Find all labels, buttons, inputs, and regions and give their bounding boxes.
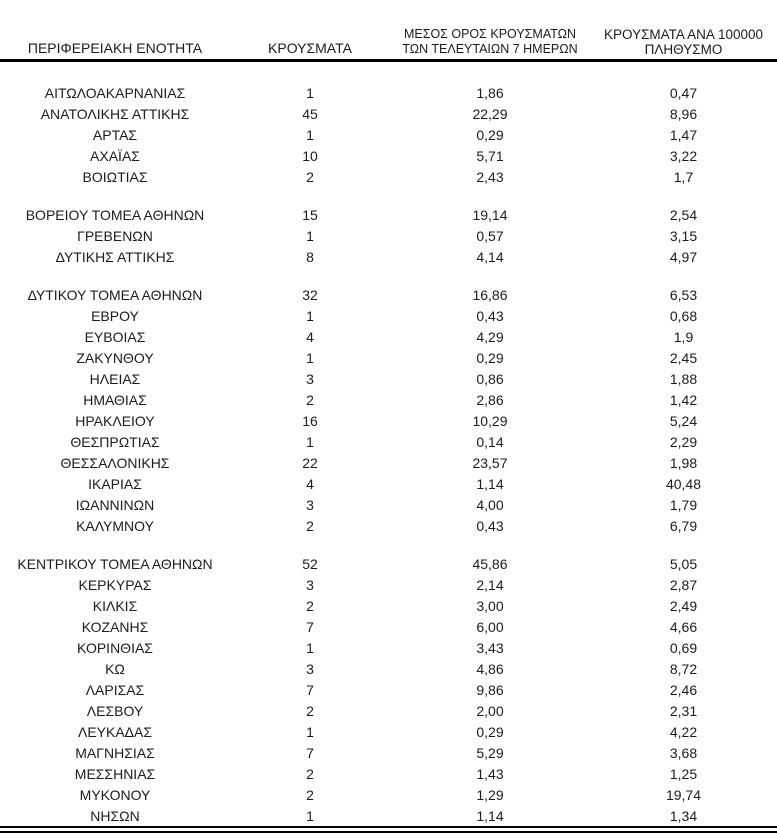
cell-cases: 1 (306, 639, 314, 656)
cell-region: ΔΥΤΙΚΗΣ ΑΤΤΙΚΗΣ (55, 248, 175, 265)
cell-cases: 1 (306, 433, 314, 450)
cell-region: ΜΑΓΝΗΣΙΑΣ (75, 744, 155, 761)
cell-per100k: 2,29 (669, 433, 698, 450)
cell-region: ΕΥΒΟΙΑΣ (84, 328, 146, 345)
cell-region: ΑΙΤΩΛΟΑΚΑΡΝΑΝΙΑΣ (44, 84, 186, 101)
cell-avg7: 45,86 (472, 555, 508, 572)
header-cases-column (230, 41, 390, 57)
table-row (0, 225, 777, 246)
cell-cases: 3 (306, 660, 314, 677)
table-body (0, 62, 777, 833)
cell-region: ΖΑΚΥΝΘΟΥ (76, 349, 154, 366)
header-cases-label: ΚΡΟΥΣΜΑΤΑ (268, 40, 352, 56)
cell-per100k: 2,45 (669, 349, 698, 366)
cell-cases: 2 (306, 168, 314, 185)
cell-cases: 16 (302, 412, 318, 429)
cell-avg7: 1,14 (476, 807, 504, 824)
cell-region: ΑΧΑΪΑΣ (90, 147, 140, 164)
group-separator (0, 267, 777, 284)
cell-avg7: 6,00 (476, 618, 504, 635)
cell-per100k: 1,42 (669, 391, 698, 408)
cell-avg7: 10,29 (472, 412, 508, 429)
table-row (0, 637, 777, 658)
cell-cases: 1 (306, 723, 314, 740)
cell-per100k: 4,66 (669, 618, 698, 635)
cell-per100k: 1,79 (669, 496, 698, 513)
cell-per100k: 5,05 (669, 555, 698, 572)
cell-region: ΜΥΚΟΝΟΥ (79, 786, 151, 803)
cell-cases: 3 (306, 496, 314, 513)
cell-per100k: 3,22 (669, 147, 698, 164)
table-row (0, 763, 777, 784)
cell-region: ΓΡΕΒΕΝΩΝ (77, 227, 153, 244)
cell-avg7: 0,43 (476, 307, 504, 324)
cell-region: ΑΝΑΤΟΛΙΚΗΣ ΑΤΤΙΚΗΣ (40, 105, 190, 122)
cell-cases: 2 (306, 786, 314, 803)
cell-region: ΗΡΑΚΛΕΙΟΥ (75, 412, 155, 429)
table-row (0, 553, 777, 574)
cell-per100k: 1,25 (669, 765, 698, 782)
table-row (0, 431, 777, 452)
cell-region: ΚΟΖΑΝΗΣ (81, 618, 149, 635)
cell-cases: 1 (306, 84, 314, 101)
cell-per100k: 2,54 (669, 206, 698, 223)
cell-avg7: 4,00 (476, 496, 504, 513)
table-row (0, 166, 777, 187)
cell-per100k: 0,68 (669, 307, 698, 324)
cell-per100k: 6,79 (669, 517, 698, 534)
cell-per100k: 1,9 (673, 328, 694, 345)
cell-region: ΗΜΑΘΙΑΣ (83, 391, 147, 408)
cell-avg7: 3,00 (476, 597, 504, 614)
header-per100k-column (590, 27, 777, 57)
cell-cases: 52 (302, 555, 318, 572)
table-row (0, 246, 777, 267)
table-row (0, 368, 777, 389)
table-row (0, 326, 777, 347)
table-row (0, 284, 777, 305)
header-per100k-label-line2: ΠΛΗΘΥΣΜΟ (644, 42, 723, 57)
cell-per100k: 4,22 (669, 723, 698, 740)
cell-region: ΙΩΑΝΝΙΝΩΝ (75, 496, 155, 513)
cell-avg7: 0,57 (476, 227, 504, 244)
table-row (0, 574, 777, 595)
table-row (0, 124, 777, 145)
table-row (0, 452, 777, 473)
table-row (0, 145, 777, 166)
cell-region: ΒΟΙΩΤΙΑΣ (82, 168, 148, 185)
cell-avg7: 5,71 (476, 147, 504, 164)
cell-region: ΒΟΡΕΙΟΥ ΤΟΜΕΑ ΑΘΗΝΩΝ (25, 206, 205, 223)
group-separator (0, 187, 777, 204)
table-row (0, 742, 777, 763)
table-row (0, 347, 777, 368)
cell-per100k: 40,48 (665, 475, 702, 492)
cell-cases: 2 (306, 517, 314, 534)
cell-region: ΛΑΡΙΣΑΣ (85, 681, 145, 698)
table-row (0, 389, 777, 410)
cell-avg7: 0,29 (476, 723, 504, 740)
table-row (0, 494, 777, 515)
cell-avg7: 4,14 (476, 248, 504, 265)
cell-cases: 2 (306, 702, 314, 719)
table-row (0, 473, 777, 494)
cell-per100k: 4,97 (669, 248, 698, 265)
cell-avg7: 3,43 (476, 639, 504, 656)
cell-region: ΛΕΣΒΟΥ (86, 702, 144, 719)
cell-avg7: 22,29 (472, 105, 508, 122)
cell-avg7: 2,43 (476, 168, 504, 185)
cell-region: ΝΗΣΩΝ (90, 807, 140, 824)
cell-region: ΚΕΡΚΥΡΑΣ (78, 576, 152, 593)
table-row (0, 595, 777, 616)
cell-avg7: 1,29 (476, 786, 504, 803)
cell-avg7: 16,86 (472, 286, 508, 303)
cell-per100k: 3,15 (669, 227, 698, 244)
table-row (0, 700, 777, 721)
cell-cases: 4 (306, 328, 314, 345)
cell-per100k: 2,31 (669, 702, 698, 719)
cell-cases: 2 (306, 597, 314, 614)
group-separator (0, 536, 777, 553)
table-row (0, 204, 777, 225)
cell-avg7: 2,86 (476, 391, 504, 408)
cell-cases: 7 (306, 681, 314, 698)
cell-cases: 7 (306, 744, 314, 761)
cell-avg7: 2,14 (476, 576, 504, 593)
table-row (0, 658, 777, 679)
table-row (0, 679, 777, 700)
cell-avg7: 23,57 (472, 454, 508, 471)
cell-per100k: 8,96 (669, 105, 698, 122)
cell-per100k: 8,72 (669, 660, 698, 677)
cell-avg7: 0,29 (476, 126, 504, 143)
cell-cases: 1 (306, 349, 314, 366)
cell-avg7: 0,86 (476, 370, 504, 387)
cell-cases: 8 (306, 248, 314, 265)
cell-per100k: 0,69 (669, 639, 698, 656)
cell-per100k: 2,46 (669, 681, 698, 698)
cell-per100k: 1,88 (669, 370, 698, 387)
cell-per100k: 2,87 (669, 576, 698, 593)
table-row (0, 410, 777, 431)
cell-avg7: 0,43 (476, 517, 504, 534)
cell-region: ΛΕΥΚΑΔΑΣ (77, 723, 153, 740)
cell-region: ΚΕΝΤΡΙΚΟΥ ΤΟΜΕΑ ΑΘΗΝΩΝ (17, 555, 213, 572)
cell-cases: 3 (306, 370, 314, 387)
cell-avg7: 5,29 (476, 744, 504, 761)
table-row (0, 82, 777, 103)
table-row (0, 721, 777, 742)
cell-cases: 3 (306, 576, 314, 593)
cell-per100k: 2,49 (669, 597, 698, 614)
table-row (0, 515, 777, 536)
header-region-label: ΠΕΡΙΦΕΡΕΙΑΚΗ ΕΝΟΤΗΤΑ (27, 40, 203, 56)
header-region-column (0, 41, 230, 57)
cell-cases: 1 (306, 227, 314, 244)
cell-cases: 7 (306, 618, 314, 635)
cell-cases: 1 (306, 807, 314, 824)
table-row (0, 784, 777, 805)
cell-region: ΚΩ (105, 660, 125, 677)
header-per100k-label-line1: ΚΡΟΥΣΜΑΤΑ ΑΝΑ 100000 (604, 27, 763, 42)
cell-region: ΘΕΣΠΡΩΤΙΑΣ (70, 433, 160, 450)
header-avg7-label-line2: ΤΩΝ ΤΕΛΕΥΤΑΙΩΝ 7 ΗΜΕΡΩΝ (402, 42, 578, 56)
cell-cases: 2 (306, 765, 314, 782)
cell-region: ΔΥΤΙΚΟΥ ΤΟΜΕΑ ΑΘΗΝΩΝ (27, 286, 203, 303)
cell-avg7: 19,14 (472, 206, 508, 223)
cell-avg7: 1,86 (476, 84, 504, 101)
cell-cases: 22 (302, 454, 318, 471)
cell-cases: 2 (306, 391, 314, 408)
cell-region: ΙΚΑΡΙΑΣ (88, 475, 142, 492)
cell-per100k: 5,24 (669, 412, 698, 429)
cell-avg7: 2,00 (476, 702, 504, 719)
cell-region: ΚΟΡΙΝΘΙΑΣ (77, 639, 153, 656)
cell-region: ΜΕΣΣΗΝΙΑΣ (74, 765, 156, 782)
cell-region: ΕΒΡΟΥ (91, 307, 139, 324)
cell-cases: 45 (302, 105, 318, 122)
cell-avg7: 0,14 (476, 433, 504, 450)
cell-region: ΚΙΛΚΙΣ (92, 597, 138, 614)
cell-avg7: 0,29 (476, 349, 504, 366)
table-header-row (0, 0, 777, 62)
cell-per100k: 19,74 (665, 786, 702, 803)
cell-region: ΚΑΛΥΜΝΟΥ (76, 517, 154, 534)
cell-cases: 1 (306, 126, 314, 143)
cell-per100k: 1,34 (669, 807, 698, 824)
cell-region: ΑΡΤΑΣ (92, 126, 138, 143)
cell-region: ΘΕΣΣΑΛΟΝΙΚΗΣ (60, 454, 170, 471)
cell-per100k: 3,68 (669, 744, 698, 761)
cell-avg7: 4,29 (476, 328, 504, 345)
cell-avg7: 4,86 (476, 660, 504, 677)
cell-per100k: 1,47 (669, 126, 698, 143)
cell-per100k: 0,47 (669, 84, 698, 101)
header-avg7-column (390, 27, 590, 57)
cell-cases: 4 (306, 475, 314, 492)
cell-per100k: 1,98 (669, 454, 698, 471)
table-row (0, 805, 777, 826)
header-avg7-label-line1: ΜΕΣΟΣ ΟΡΟΣ ΚΡΟΥΣΜΑΤΩΝ (403, 27, 577, 41)
cell-per100k: 6,53 (669, 286, 698, 303)
table-row (0, 305, 777, 326)
cell-cases: 1 (306, 307, 314, 324)
cell-per100k: 1,7 (673, 168, 694, 185)
cell-avg7: 9,86 (476, 681, 504, 698)
cell-cases: 15 (302, 206, 318, 223)
cell-region: ΗΛΕΙΑΣ (89, 370, 141, 387)
cell-cases: 32 (302, 286, 318, 303)
cell-cases: 10 (302, 147, 318, 164)
cell-avg7: 1,14 (476, 475, 504, 492)
table-row (0, 616, 777, 637)
cell-avg7: 1,43 (476, 765, 504, 782)
table-row (0, 103, 777, 124)
